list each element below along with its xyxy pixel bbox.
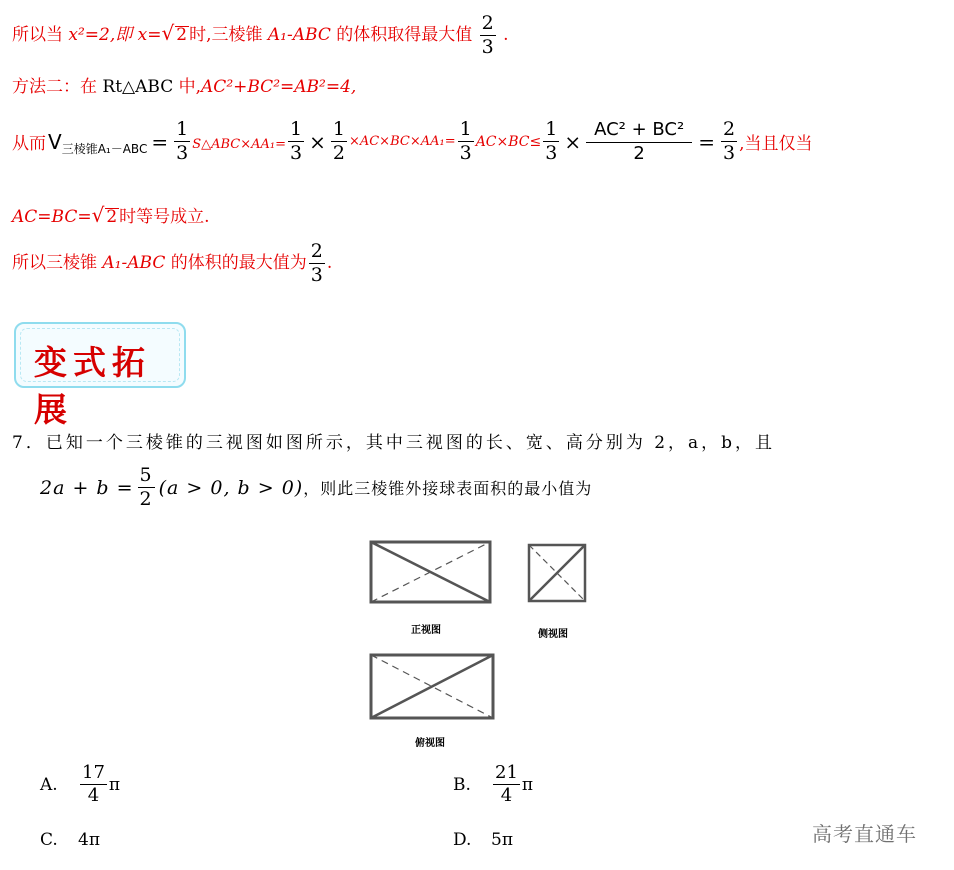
- front-view: [371, 542, 490, 602]
- watermark: 高考直通车: [812, 822, 917, 846]
- numerator: 5: [139, 464, 153, 486]
- choice-value: 5π: [491, 830, 513, 850]
- top-view: [371, 655, 493, 718]
- text-in: 中,: [178, 77, 202, 97]
- choice-letter: A.: [40, 774, 58, 795]
- numerator: 17: [82, 762, 105, 783]
- numerator: 1: [176, 118, 189, 140]
- period: .: [503, 25, 509, 45]
- text-suffix: 的体积取得最大值: [336, 25, 473, 45]
- radical-sign-icon: √: [161, 21, 175, 45]
- choice-a[interactable]: [40, 764, 120, 805]
- numerator: 1: [332, 118, 345, 140]
- equation-condition: (a > 0, b > 0): [158, 476, 304, 499]
- denominator: 2: [139, 488, 153, 510]
- text-prefix: 从而: [12, 134, 46, 154]
- choice-b[interactable]: [453, 764, 533, 805]
- side-view-label: 侧视图: [538, 629, 568, 640]
- numerator: 1: [290, 118, 303, 140]
- equation-lhs: 2a + b =: [40, 476, 134, 499]
- triangle-name: Rt△ABC: [102, 77, 174, 97]
- equals: =: [698, 129, 715, 154]
- denominator: 3: [310, 264, 323, 286]
- condition: x²=2,即 x=: [68, 25, 162, 45]
- text-prefix: 所以当: [12, 25, 63, 45]
- pyramid-name: A₁-ABC: [267, 25, 331, 45]
- top-view-label: 俯视图: [415, 738, 445, 749]
- choice-d[interactable]: [453, 830, 513, 850]
- denominator: 3: [290, 142, 303, 164]
- choice-fraction: [493, 764, 520, 805]
- section-title: 变式拓展: [34, 343, 151, 429]
- times: ×: [564, 129, 582, 154]
- text-mid: 的体积的最大值为: [170, 253, 307, 273]
- choice-letter: B.: [453, 774, 471, 795]
- numerator: 21: [495, 762, 518, 783]
- numerator: 2: [722, 118, 736, 140]
- text-mid: 时,三棱锥: [189, 25, 263, 45]
- product-term: ×AC×BC×AA₁=: [348, 134, 456, 149]
- pi-symbol: π: [521, 774, 534, 795]
- denominator: 2: [332, 142, 345, 164]
- volume-symbol: V: [48, 129, 62, 154]
- times: ×: [309, 129, 326, 154]
- sqrt-value: 2: [106, 207, 118, 227]
- inequality-term: AC×BC≤: [475, 133, 542, 150]
- equality-term: AC=BC=: [12, 207, 92, 227]
- choice-letter: C.: [40, 830, 58, 850]
- choice-letter: D.: [453, 830, 472, 850]
- denominator: 3: [722, 142, 736, 164]
- choice-c[interactable]: [40, 830, 100, 850]
- front-view-label: 正视图: [411, 625, 441, 636]
- pyramid-name: A₁-ABC: [102, 253, 166, 273]
- pi-symbol: π: [108, 774, 121, 795]
- text-suffix: 时等号成立.: [119, 207, 210, 227]
- denominator: 2: [633, 142, 645, 164]
- equals: =: [151, 129, 169, 154]
- pythagorean-equation: AC²+BC²=AB²=4,: [201, 77, 357, 97]
- denominator: 3: [176, 142, 189, 164]
- method-label: 方法二：在: [12, 77, 97, 97]
- numerator: 1: [459, 118, 472, 140]
- denominator: 3: [545, 142, 558, 164]
- choice-value: 4π: [78, 830, 100, 850]
- side-view: [529, 545, 585, 601]
- numerator: 2: [310, 240, 323, 262]
- numerator: 1: [545, 118, 558, 140]
- area-term: S△ABC×AA₁=: [192, 137, 286, 152]
- denominator: 4: [87, 785, 100, 806]
- denominator: 4: [500, 785, 513, 806]
- denominator: 3: [481, 36, 494, 58]
- radical-sign-icon: √: [91, 203, 105, 227]
- question-text: ，则此三棱锥外接球表面积的最小值为: [303, 479, 593, 498]
- choice-fraction: [80, 764, 107, 805]
- sqrt-value: 2: [176, 25, 188, 45]
- denominator: 3: [459, 142, 472, 164]
- question-text-line-1: 7．已知一个三棱锥的三视图如图所示，其中三视图的长、宽、高分别为 2，a，b，且: [12, 433, 776, 453]
- period: .: [326, 253, 333, 273]
- numerator: 2: [481, 12, 494, 34]
- volume-subscript: 三棱锥A₁－ABC: [61, 142, 148, 156]
- text-prefix: 所以三棱锥: [12, 253, 97, 273]
- text-suffix: ,当且仅当: [739, 134, 813, 154]
- numerator: AC² + BC²: [586, 121, 692, 143]
